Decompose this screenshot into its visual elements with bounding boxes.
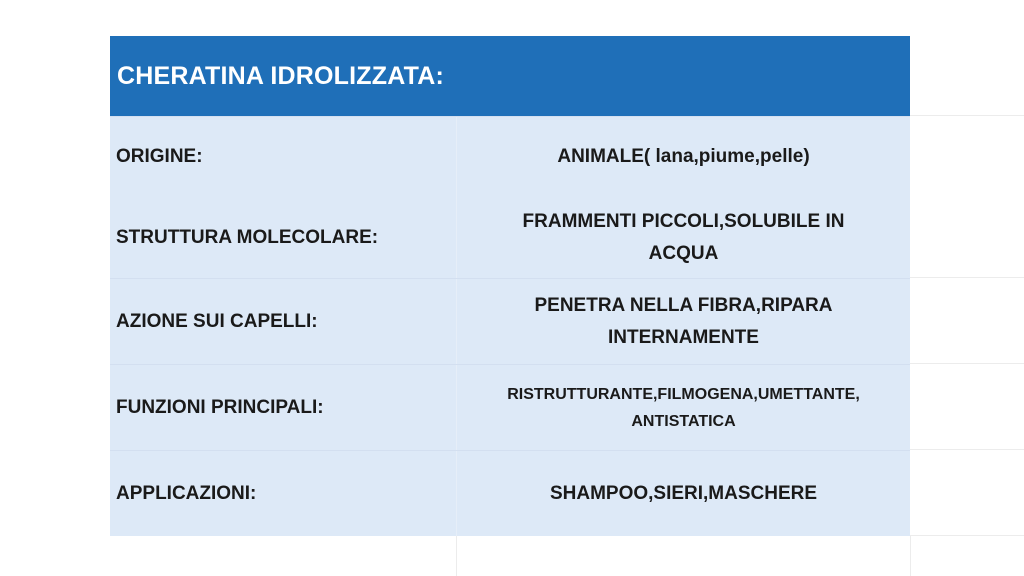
- keratin-table: [110, 36, 910, 536]
- row-value: RISTRUTTURANTE,FILMOGENA,UMETTANTE, ANTISTATICA: [507, 385, 860, 430]
- row-label: ORIGINE:: [110, 117, 457, 197]
- table-row-funzioni: [110, 364, 910, 450]
- table-row-origine: [110, 116, 910, 197]
- row-value: ANIMALE( lana,piume,pelle): [557, 146, 810, 167]
- table-row-azione: [110, 278, 910, 364]
- grid-line: [456, 536, 457, 576]
- row-value: SHAMPOO,SIERI,MASCHERE: [549, 482, 818, 504]
- grid-line: [910, 449, 1024, 450]
- row-value: PENETRA NELLA FIBRA,RIPARA INTERNAMENTE: [534, 294, 833, 348]
- grid-line: [910, 363, 1024, 364]
- row-label: APPLICAZIONI:: [110, 451, 457, 536]
- grid-line: [910, 115, 1024, 116]
- table-row-struttura: [110, 197, 910, 278]
- grid-line: [910, 277, 1024, 278]
- row-label: AZIONE SUI CAPELLI:: [110, 279, 457, 364]
- row-label: FUNZIONI PRINCIPALI:: [110, 365, 457, 450]
- table-header: [110, 36, 910, 116]
- table-row-applicazioni: [110, 450, 910, 536]
- table-title: CHERATINA IDROLIZZATA:: [117, 61, 445, 90]
- grid-line: [910, 536, 911, 576]
- row-label: STRUTTURA MOLECOLARE:: [110, 197, 457, 278]
- grid-line: [910, 535, 1024, 536]
- row-value: FRAMMENTI PICCOLI,SOLUBILE IN ACQUA: [522, 210, 845, 264]
